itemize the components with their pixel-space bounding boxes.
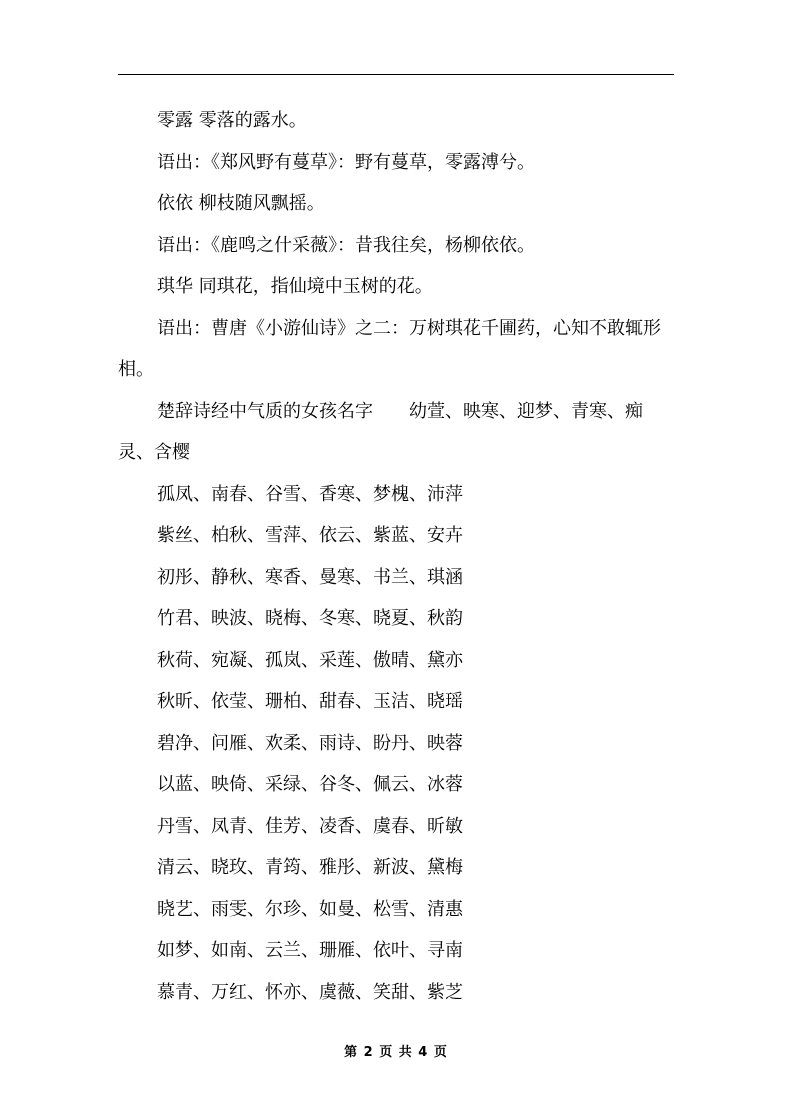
names-row: 清云、晓玫、青筠、雅彤、新波、黛梅 [157,857,463,878]
paragraph-term-linglu: 零露 零落的露水。 [157,110,307,131]
names-row: 晓艺、雨雯、尔珍、如曼、松雪、清惠 [157,898,463,920]
paragraph-source-linglu: 语出：《郑风野有蔓草》：野有蔓草，零露溥兮。 [157,151,535,173]
names-row: 丹雪、凤青、佳芳、凌香、虞春、昕敏 [157,815,463,837]
names-row: 初彤、静秋、寒香、曼寒、书兰、琪涵 [157,566,463,588]
paragraph-term-yiyi: 依依 柳枝随风飘摇。 [157,193,325,214]
names-row: 竹君、映波、晓梅、冬寒、晓夏、秋韵 [157,608,463,629]
names-row: 秋荷、宛凝、孤岚、采莲、傲晴、黛亦 [157,649,463,671]
paragraph-term-qihua: 琪华 同琪花，指仙境中玉树的花。 [157,276,433,297]
names-row: 以蓝、映倚、采绿、谷冬、佩云、冰蓉 [157,774,463,795]
document-body [118,100,674,1013]
paragraph-source-yiyi: 语出：《鹿鸣之什采薇》：昔我往矣，杨柳依依。 [157,234,535,256]
names-row: 慕青、万红、怀亦、虞薇、笑甜、紫芝 [157,981,463,1003]
names-row: 孤凤、南春、谷雪、香寒、梦槐、沛萍 [157,483,463,505]
page-number-footer: 第 2 页 共 4 页 [344,1045,448,1060]
names-row: 如梦、如南、云兰、珊雁、依叶、寻南 [157,940,463,961]
names-row: 秋昕、依莹、珊柏、甜春、玉洁、晓瑶 [157,691,463,712]
paragraph-names-intro: 楚辞诗经中气质的女孩名字 幼萱、映寒、迎梦、青寒、痴灵、含樱 [118,400,643,463]
names-row: 碧净、问雁、欢柔、雨诗、盼丹、映蓉 [157,732,463,754]
paragraph-source-qihua: 语出：曹唐《小游仙诗》之二：万树琪花千圃药，心知不敢辄形相。 [118,317,661,380]
names-row: 紫丝、柏秋、雪萍、依云、紫蓝、安卉 [157,525,463,546]
header-rule [118,74,674,75]
